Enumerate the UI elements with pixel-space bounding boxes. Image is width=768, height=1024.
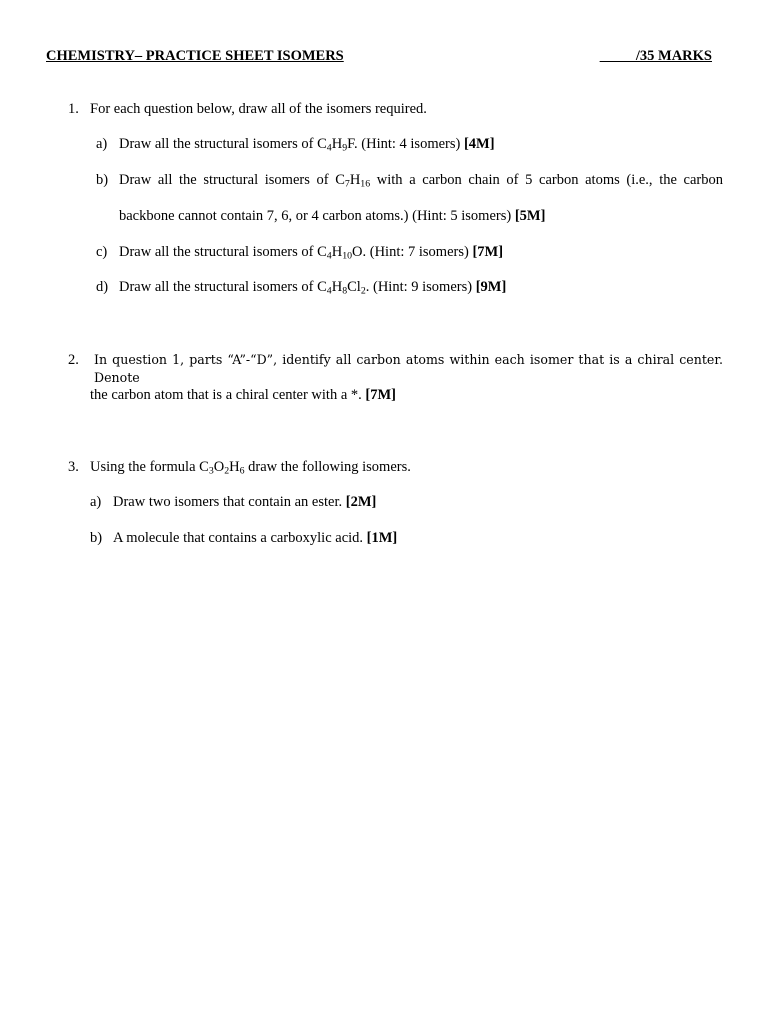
- question-3b-marks: [1M]: [366, 530, 398, 546]
- question-1d-label: d): [96, 279, 109, 295]
- question-1b-label: b): [96, 172, 109, 188]
- question-1c-text: Draw all the structural isomers of $C_4H_{10}O$. (Hint: 7 isomers) [7M]: [119, 244, 504, 262]
- question-1b-text-continued: backbone cannot contain 7, 6, or 4 carbon atoms.) (Hint: 5 isomers) [5M]: [119, 208, 546, 224]
- question-2-text: In question 1, parts “A”-“D”, identify all carbon atoms within each isomer that is a chiral center. Denote: [94, 352, 723, 385]
- question-1b-marks: [5M]: [514, 208, 546, 224]
- question-1c-marks: [7M]: [472, 244, 504, 260]
- question-1a-marks: [4M]: [463, 136, 495, 152]
- question-1d-marks: [9M]: [475, 279, 507, 295]
- question-1c-label: c): [96, 244, 108, 260]
- question-1a-text: Draw all the structural isomers of $C_4H_9F$. (Hint: 4 isomers) [4M]: [119, 136, 495, 154]
- question-2-number: 2.: [68, 352, 79, 368]
- total-marks: /35 MARKS: [599, 48, 712, 64]
- question-3a-text: Draw two isomers that contain an ester. [2M]: [113, 494, 377, 510]
- question-1b-text: Draw all the structural isomers of $C_7H_{16}$ with a carbon chain of 5 carbon atoms (i.e., the carbon: [119, 172, 724, 190]
- question-3a-marks: [2M]: [345, 494, 377, 510]
- question-3b-text: A molecule that contains a carboxylic acid. [1M]: [113, 530, 398, 546]
- question-3b-label: b): [90, 530, 103, 546]
- question-2-text-continued: the carbon atom that is a chiral center with a *. [7M]: [90, 387, 396, 403]
- question-3-text: Using the formula $C_3O_2H_6$ draw the following isomers.: [90, 459, 411, 477]
- question-2-marks: [7M]: [365, 387, 396, 403]
- question-1-text: For each question below, draw all of the isomers required.: [90, 101, 427, 117]
- question-1d-text: Draw all the structural isomers of $C_4H_8Cl_2$. (Hint: 9 isomers) [9M]: [119, 279, 507, 297]
- question-1a-label: a): [96, 136, 108, 152]
- question-3a-label: a): [90, 494, 102, 510]
- question-3-number: 3.: [68, 459, 79, 475]
- worksheet-title: CHEMISTRY– PRACTICE SHEET ISOMERS: [46, 48, 344, 64]
- question-1-number: 1.: [68, 101, 79, 117]
